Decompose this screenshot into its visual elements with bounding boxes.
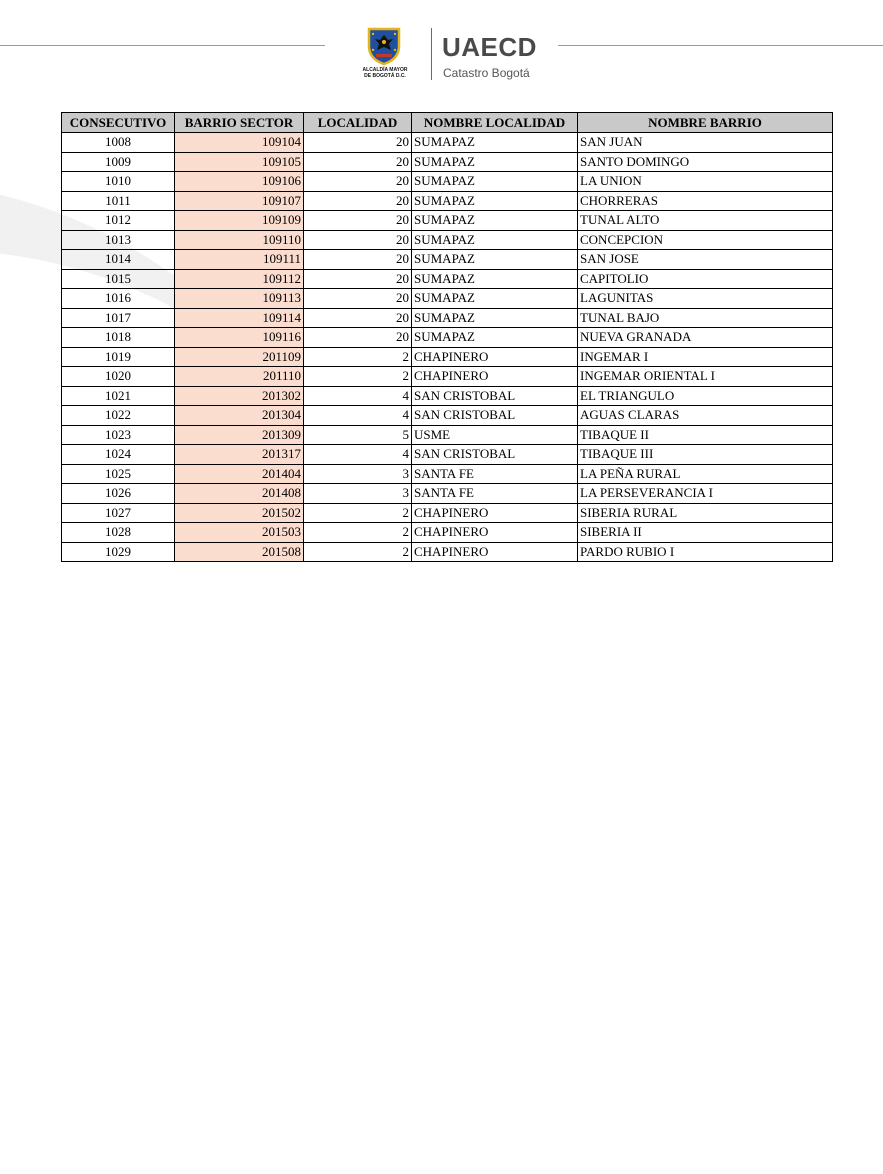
cell-nombre-localidad: SUMAPAZ [412,250,578,270]
table-row [62,347,833,367]
cell-nombre-barrio: LAGUNITAS [578,289,833,309]
table-row [62,152,833,172]
cell-localidad: 2 [304,347,412,367]
cell-localidad: 20 [304,289,412,309]
cell-localidad: 2 [304,542,412,562]
cell-nombre-localidad: SUMAPAZ [412,308,578,328]
cell-nombre-barrio: TUNAL BAJO [578,308,833,328]
table-header-row [62,113,833,133]
cell-localidad: 5 [304,425,412,445]
cell-nombre-localidad: SAN CRISTOBAL [412,445,578,465]
cell-nombre-localidad: SUMAPAZ [412,269,578,289]
cell-consecutivo: 1017 [62,308,175,328]
cell-localidad: 2 [304,503,412,523]
cell-barrio-sector: 109116 [175,328,304,348]
cell-localidad: 2 [304,367,412,387]
cell-localidad: 20 [304,308,412,328]
cell-barrio-sector: 201309 [175,425,304,445]
cell-nombre-localidad: SUMAPAZ [412,230,578,250]
cell-nombre-barrio: TIBAQUE II [578,425,833,445]
table-body [62,133,833,562]
cell-nombre-localidad: SUMAPAZ [412,191,578,211]
cell-consecutivo: 1015 [62,269,175,289]
cell-consecutivo: 1024 [62,445,175,465]
cell-nombre-localidad: CHAPINERO [412,523,578,543]
cell-nombre-localidad: SUMAPAZ [412,211,578,231]
column-header-nombre-localidad: NOMBRE LOCALIDAD [412,113,578,133]
cell-consecutivo: 1018 [62,328,175,348]
cell-barrio-sector: 109110 [175,230,304,250]
cell-consecutivo: 1009 [62,152,175,172]
column-header-consecutivo: CONSECUTIVO [62,113,175,133]
cell-barrio-sector: 201302 [175,386,304,406]
table-row [62,211,833,231]
cell-localidad: 20 [304,230,412,250]
cell-consecutivo: 1029 [62,542,175,562]
cell-nombre-barrio: SAN JOSE [578,250,833,270]
cell-nombre-barrio: SAN JUAN [578,133,833,153]
cell-barrio-sector: 109107 [175,191,304,211]
cell-nombre-barrio: LA UNION [578,172,833,192]
cell-barrio-sector: 201502 [175,503,304,523]
cell-nombre-barrio: NUEVA GRANADA [578,328,833,348]
cell-nombre-barrio: TUNAL ALTO [578,211,833,231]
cell-consecutivo: 1012 [62,211,175,231]
cell-localidad: 3 [304,464,412,484]
table-row [62,367,833,387]
cell-nombre-barrio: CONCEPCION [578,230,833,250]
table-row [62,464,833,484]
cell-localidad: 20 [304,211,412,231]
cell-barrio-sector: 201317 [175,445,304,465]
brand-subtitle: Catastro Bogotá [443,66,530,80]
cell-barrio-sector: 201508 [175,542,304,562]
table-row [62,386,833,406]
cell-localidad: 2 [304,523,412,543]
cell-nombre-localidad: SUMAPAZ [412,289,578,309]
cell-barrio-sector: 201304 [175,406,304,426]
cell-consecutivo: 1025 [62,464,175,484]
table-row [62,445,833,465]
cell-nombre-barrio: EL TRIANGULO [578,386,833,406]
cell-localidad: 20 [304,152,412,172]
crest-caption-line2: DE BOGOTÁ D.C. [364,73,406,79]
cell-consecutivo: 1028 [62,523,175,543]
cell-nombre-localidad: SUMAPAZ [412,172,578,192]
cell-nombre-localidad: SAN CRISTOBAL [412,406,578,426]
cell-nombre-localidad: SANTA FE [412,484,578,504]
cell-barrio-sector: 109112 [175,269,304,289]
table-row [62,269,833,289]
cell-consecutivo: 1027 [62,503,175,523]
table-row [62,503,833,523]
column-header-localidad: LOCALIDAD [304,113,412,133]
cell-localidad: 20 [304,250,412,270]
cell-nombre-barrio: TIBAQUE III [578,445,833,465]
cell-localidad: 20 [304,133,412,153]
cell-consecutivo: 1020 [62,367,175,387]
table-row [62,425,833,445]
cell-barrio-sector: 201110 [175,367,304,387]
column-header-barrio-sector: BARRIO SECTOR [175,113,304,133]
cell-consecutivo: 1013 [62,230,175,250]
cell-localidad: 4 [304,386,412,406]
cell-barrio-sector: 201109 [175,347,304,367]
cell-localidad: 4 [304,445,412,465]
cell-consecutivo: 1008 [62,133,175,153]
cell-nombre-localidad: SANTA FE [412,464,578,484]
table-row [62,250,833,270]
cell-barrio-sector: 201503 [175,523,304,543]
cell-nombre-barrio: PARDO RUBIO I [578,542,833,562]
cell-consecutivo: 1021 [62,386,175,406]
cell-barrio-sector: 109113 [175,289,304,309]
cell-nombre-localidad: SUMAPAZ [412,152,578,172]
cell-localidad: 20 [304,269,412,289]
cell-localidad: 20 [304,191,412,211]
header-rule-left [0,45,325,46]
cell-consecutivo: 1022 [62,406,175,426]
header-logo [356,26,546,86]
crest-caption-line1: ALCALDÍA MAYOR [362,67,408,73]
cell-nombre-barrio: SIBERIA RURAL [578,503,833,523]
table-row [62,133,833,153]
cell-nombre-localidad: SUMAPAZ [412,133,578,153]
cell-consecutivo: 1026 [62,484,175,504]
cell-consecutivo: 1011 [62,191,175,211]
cell-nombre-localidad: CHAPINERO [412,542,578,562]
cell-nombre-barrio: SIBERIA II [578,523,833,543]
cell-barrio-sector: 109111 [175,250,304,270]
table-row [62,542,833,562]
cell-barrio-sector: 109105 [175,152,304,172]
table-row [62,308,833,328]
cell-barrio-sector: 109106 [175,172,304,192]
cell-nombre-localidad: CHAPINERO [412,503,578,523]
cell-nombre-barrio: AGUAS CLARAS [578,406,833,426]
header-rule-right [558,45,883,46]
cell-nombre-localidad: CHAPINERO [412,347,578,367]
bogota-coat-of-arms-icon [366,26,402,66]
column-header-nombre-barrio: NOMBRE BARRIO [578,113,833,133]
cell-nombre-barrio: LA PERSEVERANCIA I [578,484,833,504]
cell-nombre-barrio: CAPITOLIO [578,269,833,289]
cell-consecutivo: 1010 [62,172,175,192]
table-row [62,406,833,426]
cell-nombre-localidad: SAN CRISTOBAL [412,386,578,406]
cell-nombre-localidad: USME [412,425,578,445]
logo-divider [431,28,432,80]
brand-name: UAECD [442,32,537,62]
table-row [62,484,833,504]
cell-consecutivo: 1023 [62,425,175,445]
cell-barrio-sector: 109109 [175,211,304,231]
cell-consecutivo: 1016 [62,289,175,309]
crest-caption [356,67,414,79]
cell-nombre-barrio: LA PEÑA RURAL [578,464,833,484]
cell-barrio-sector: 201408 [175,484,304,504]
cell-localidad: 20 [304,172,412,192]
cell-localidad: 4 [304,406,412,426]
table-row [62,523,833,543]
cell-nombre-barrio: INGEMAR I [578,347,833,367]
cell-barrio-sector: 201404 [175,464,304,484]
cell-nombre-barrio: SANTO DOMINGO [578,152,833,172]
cell-nombre-localidad: CHAPINERO [412,367,578,387]
cell-nombre-barrio: CHORRERAS [578,191,833,211]
table-row [62,230,833,250]
cell-localidad: 3 [304,484,412,504]
cell-nombre-barrio: INGEMAR ORIENTAL I [578,367,833,387]
table-row [62,172,833,192]
cell-localidad: 20 [304,328,412,348]
barrios-table [61,112,833,562]
cell-nombre-localidad: SUMAPAZ [412,328,578,348]
table-row [62,328,833,348]
cell-consecutivo: 1019 [62,347,175,367]
cell-barrio-sector: 109114 [175,308,304,328]
table-row [62,191,833,211]
cell-consecutivo: 1014 [62,250,175,270]
table-row [62,289,833,309]
cell-barrio-sector: 109104 [175,133,304,153]
